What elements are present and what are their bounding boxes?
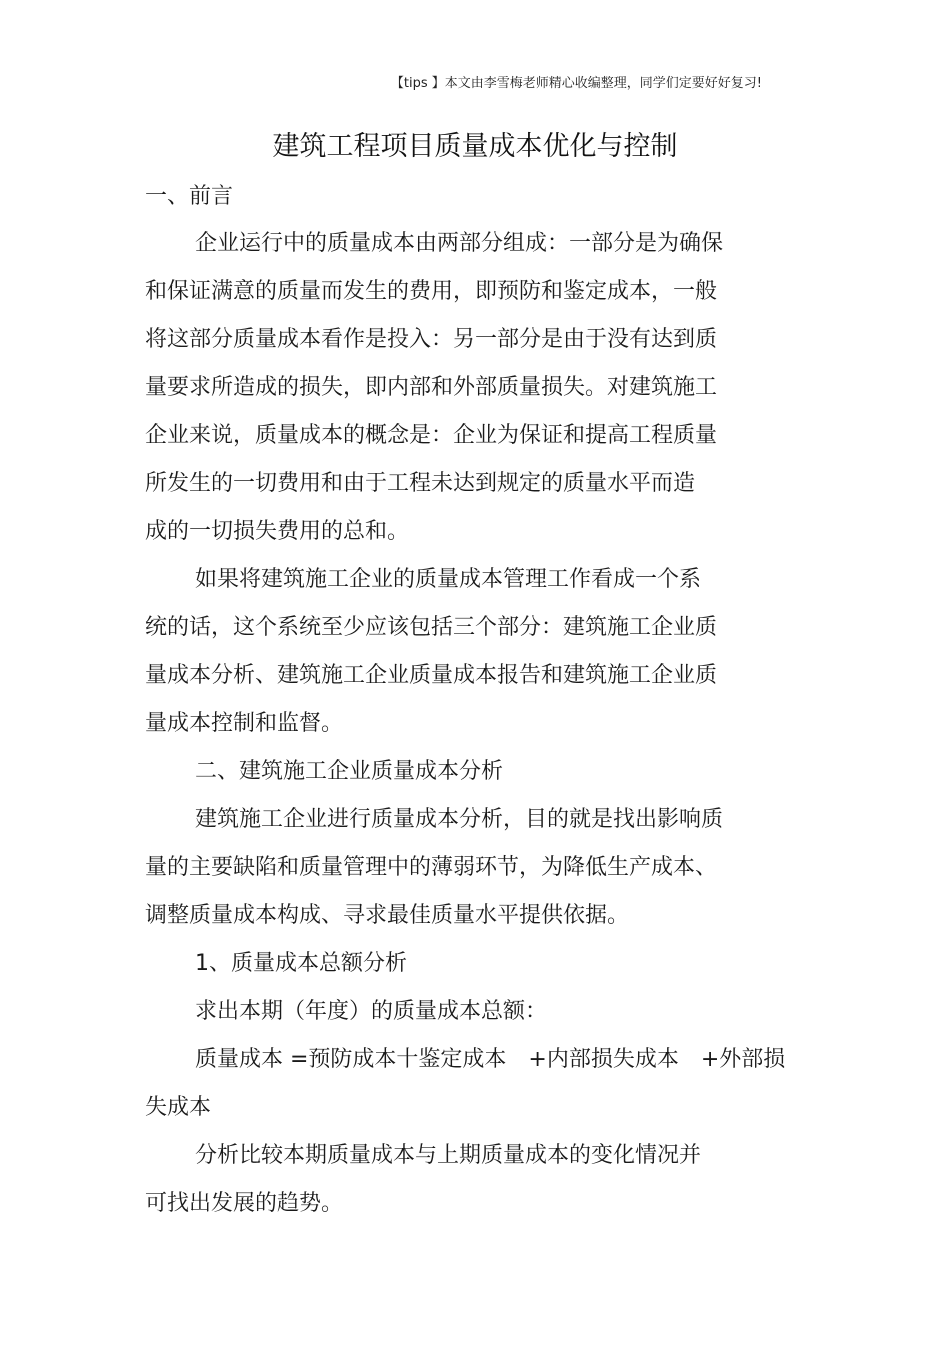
paragraph-line: 建筑施工企业进行质量成本分析，目的就是找出影响质 — [195, 807, 724, 832]
paragraph-line: 分析比较本期质量成本与上期质量成本的变化情况并 — [195, 1143, 702, 1168]
document-title: 建筑工程项目质量成本优化与控制 — [272, 131, 678, 162]
section-heading-analysis: 二、建筑施工企业质量成本分析 — [195, 759, 504, 784]
paragraph-line: 企业来说，质量成本的概念是：企业为保证和提高工程质量 — [145, 423, 718, 448]
formula-line: 失成本 — [145, 1095, 212, 1120]
paragraph-line: 调整质量成本构成、寻求最佳质量水平提供依据。 — [145, 903, 630, 928]
paragraph-line: 如果将建筑施工企业的质量成本管理工作看成一个系 — [195, 567, 702, 592]
paragraph-line: 量成本控制和监督。 — [145, 711, 344, 736]
formula-line: 质量成本 =预防成本十鉴定成本 +内部损失成本 +外部损 — [195, 1047, 786, 1072]
section-heading-preface: 一、前言 — [145, 184, 234, 209]
subsection-heading: 1、质量成本总额分析 — [195, 951, 407, 976]
paragraph-line: 统的话，这个系统至少应该包括三个部分：建筑施工企业质 — [145, 615, 718, 640]
paragraph-line: 成的一切损失费用的总和。 — [145, 519, 410, 544]
paragraph-line: 可找出发展的趋势。 — [145, 1191, 344, 1216]
paragraph-line: 量要求所造成的损失，即内部和外部质量损失。对建筑施工 — [145, 375, 718, 400]
paragraph-line: 量的主要缺陷和质量管理中的薄弱环节，为降低生产成本、 — [145, 855, 718, 880]
paragraph-line: 将这部分质量成本看作是投入：另一部分是由于没有达到质 — [145, 327, 718, 352]
paragraph-line: 和保证满意的质量而发生的费用，即预防和鉴定成本，一般 — [145, 279, 718, 304]
header-tips: 【tips 】本文由李雪梅老师精心收编整理，同学们定要好好复习! — [390, 76, 762, 91]
paragraph-line: 企业运行中的质量成本由两部分组成：一部分是为确保 — [195, 231, 724, 256]
paragraph-line: 所发生的一切费用和由于工程未达到规定的质量水平而造 — [145, 471, 696, 496]
paragraph-line: 求出本期（年度）的质量成本总额： — [195, 999, 548, 1024]
paragraph-line: 量成本分析、建筑施工企业质量成本报告和建筑施工企业质 — [145, 663, 718, 688]
